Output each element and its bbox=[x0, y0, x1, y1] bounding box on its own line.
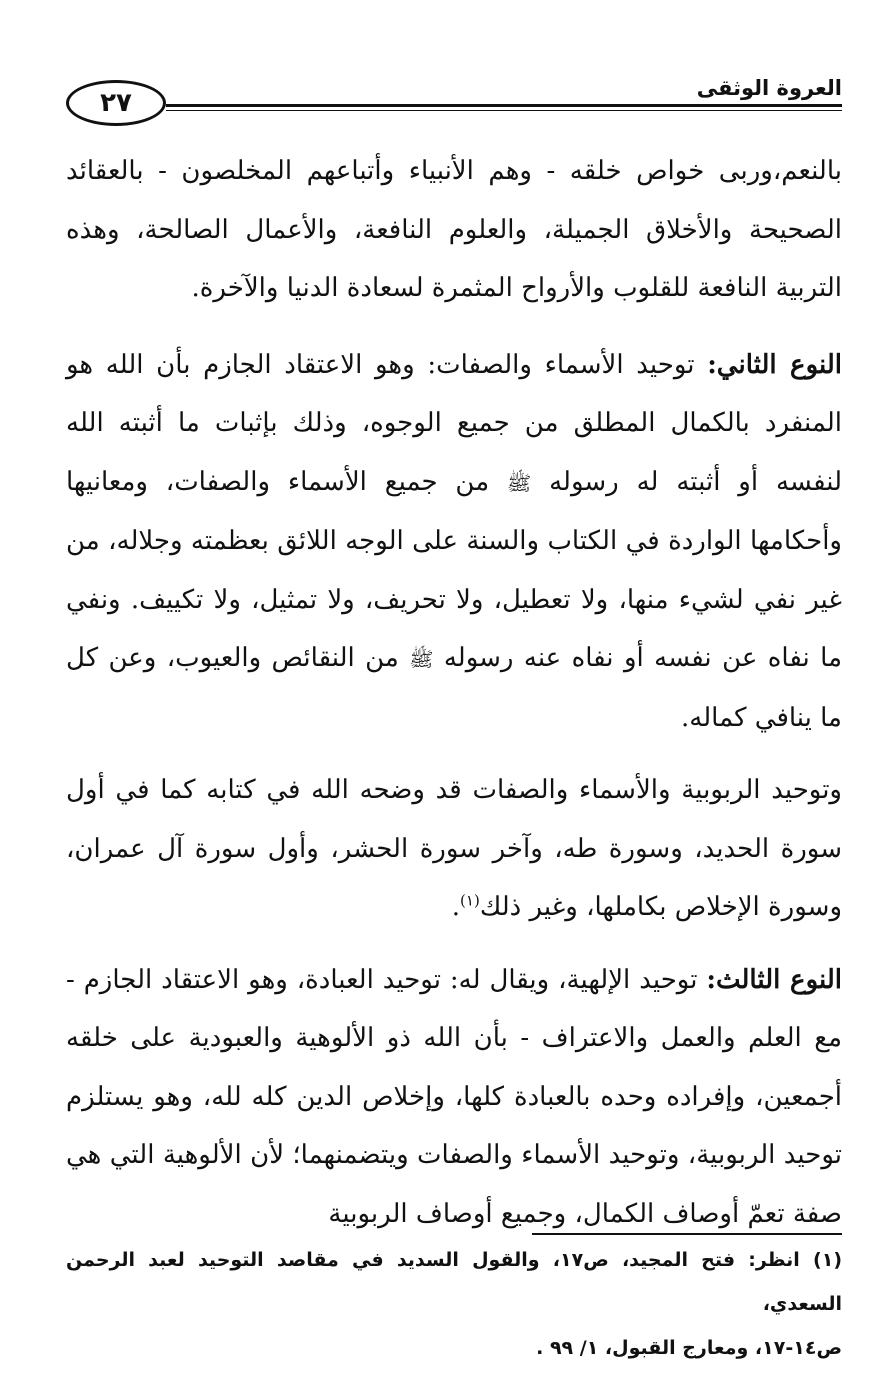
salawat-glyph: ﷺ bbox=[507, 470, 532, 495]
footnote-separator bbox=[532, 1233, 842, 1235]
footnote-reference[interactable]: (١) bbox=[460, 891, 480, 910]
salawat-glyph: ﷺ bbox=[409, 647, 434, 671]
header-rule-thin bbox=[166, 110, 842, 111]
paragraph-4 bbox=[66, 951, 842, 1244]
paragraph-2-text-b: من جميع الأسماء والصفات، ومعانيها وأحكامها الواردة في الكتاب والسنة على الوجه اللائق بعظمته وجلاله، من غير نفي لشيء منها، ولا تعطيل، ولا تحريف، ولا تمثيل، ولا تكييف. ونفي ما نفاه عن نفسه أو نفاه عنه رسوله bbox=[66, 466, 843, 673]
page-number: ٢٧ bbox=[66, 80, 166, 126]
page-header bbox=[66, 74, 842, 132]
running-title: العروة الوثقى bbox=[696, 76, 842, 100]
paragraph-3-text: وتوحيد الربوبية والأسماء والصفات قد وضحه الله في كتابه كما في أول سورة الحديد، وسورة طه، وآخر سورة الحشر، وأول سورة آل عمران، وسورة الإخلاص بكاملها، وغير ذلك bbox=[66, 775, 842, 922]
paragraph-2-text-a: توحيد الأسماء والصفات: وهو الاعتقاد الجازم بأن الله هو المنفرد بالكمال المطلق من جميع الوجوه، وذلك بإثبات ما أثبته الله لنفسه أو أثبته له رسوله bbox=[66, 349, 842, 497]
header-rule-thick bbox=[166, 104, 842, 107]
footnote-line-2: ص١٤-١٧، ومعارج القبول، ١/ ٩٩ . bbox=[536, 1337, 842, 1359]
paragraph-3-end: . bbox=[451, 892, 461, 922]
main-text bbox=[66, 142, 842, 1257]
paragraph-4-heading: النوع الثالث: bbox=[706, 964, 842, 995]
footnote bbox=[66, 1238, 842, 1370]
paragraph-4-text: توحيد الإلهية، ويقال له: توحيد العبادة، وهو الاعتقاد الجازم - مع العلم والعمل والاعتراف - بأن الله ذو الألوهية والعبودية على خلقه أجمعين، وإفراده وحده بالعبادة كلها، وإخلاص الدين كله لله، وهو يستلزم توحيد الربوبية، وتوحيد الأسماء والصفات ويتضمنهما؛ لأن الألوهية التي هي صفة تعمّ أوصاف الكمال، وجميع أوصاف الربوبية bbox=[66, 964, 842, 1229]
paragraph-2-text-c: من النقائص والعيوب، وعن كل ما ينافي كماله. bbox=[66, 643, 842, 733]
paragraph-1: بالنعم،وربى خواص خلقه - وهم الأنبياء وأتباعهم المخلصون - بالعقائد الصحيحة والأخلاق الجميلة، والعلوم النافعة، والأعمال الصالحة، وهذه التربية النافعة للقلوب والأرواح المثمرة لسعادة الدنيا والآخرة. bbox=[66, 156, 842, 303]
paragraph-2-heading: النوع الثاني: bbox=[707, 349, 842, 380]
paragraph-2 bbox=[66, 336, 842, 748]
footnote-line-1: (١) انظر: فتح المجيد، ص١٧، والقول السديد في مقاصد التوحيد لعبد الرحمن السعدي، bbox=[66, 1249, 842, 1315]
paragraph-3 bbox=[66, 761, 842, 937]
